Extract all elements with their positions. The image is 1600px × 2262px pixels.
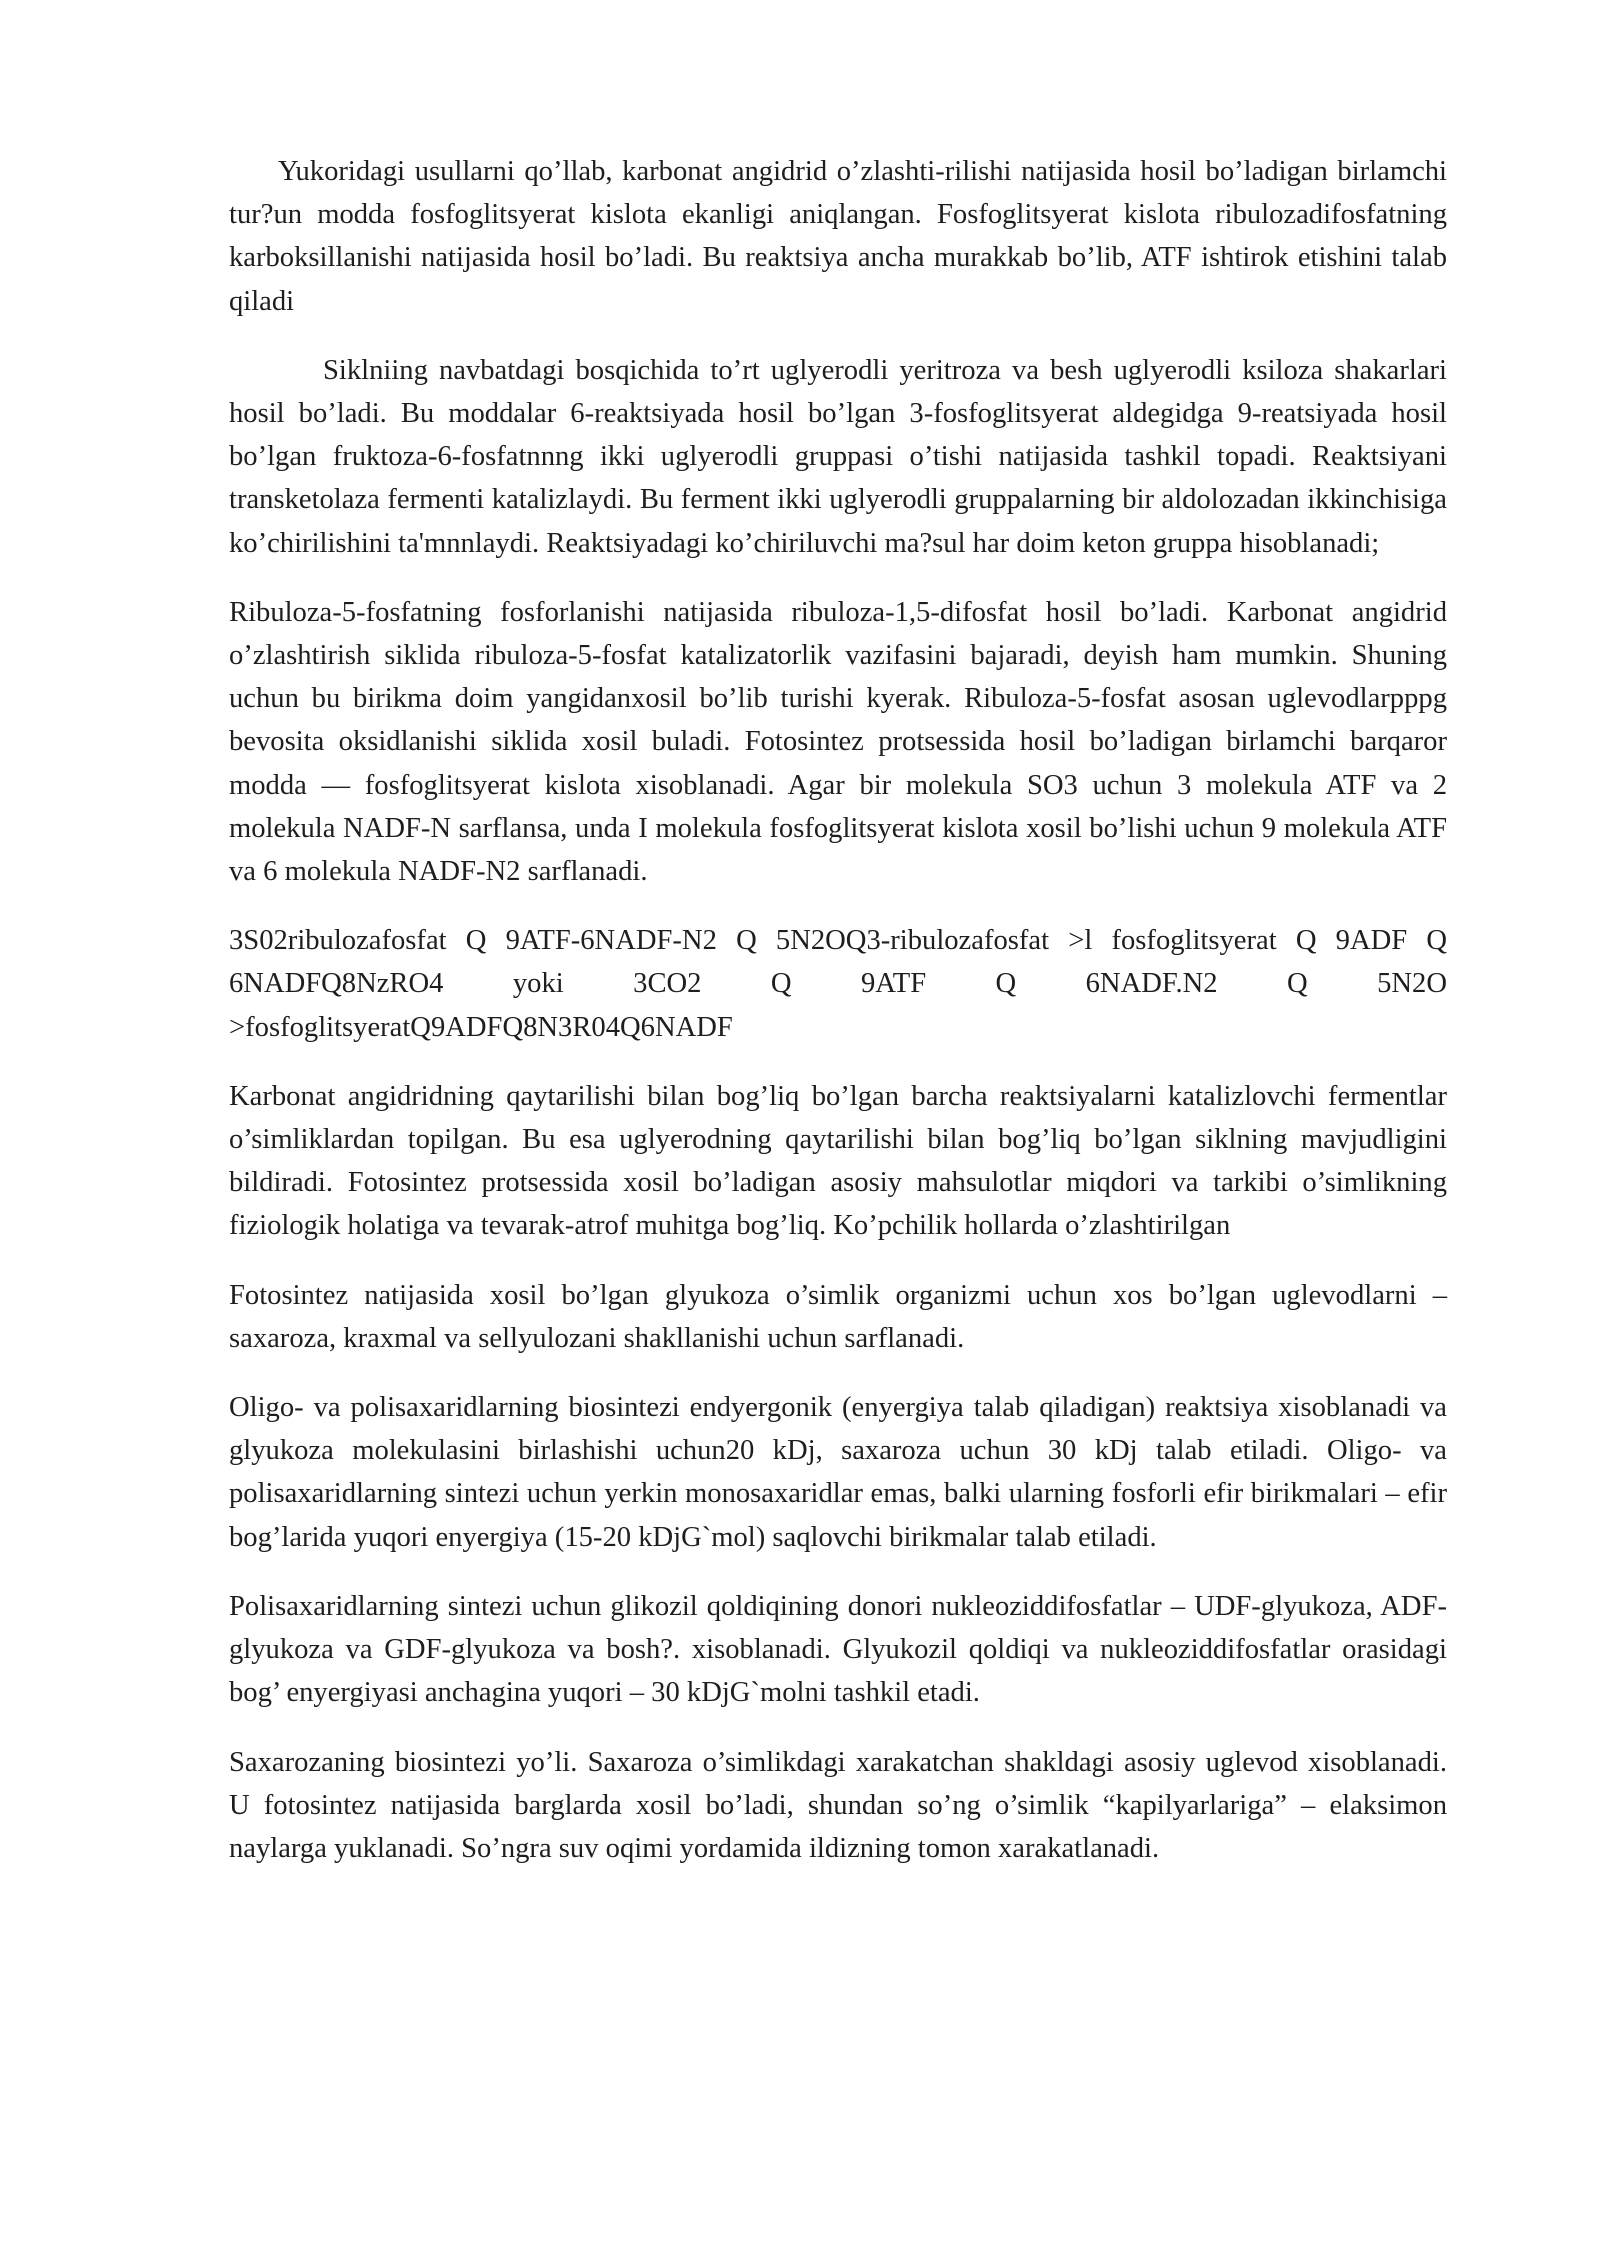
paragraph-glucose: Fotosintez natijasida xosil bo’lgan glyukoza o’simlik organizmi uchun xos bo’lgan uglevodlarni – saxaroza, kraxmal va sellyulozani shakllanishi uchun sarflanadi. [229, 1279, 1447, 1354]
paragraph-oligosaccharides: Oligo- va polisaxaridlarning biosintezi endyergonik (enyergiya talab qiladigan) reaktsiya xisoblanadi va glyukoza molekulasini birlashishi uchun20 kDj, saxaroza uchun 30 kDj talab etiladi. Oligo- va polisaxaridlarning sintezi uchun yerkin monosaxaridlar emas, balki ularning fosforli efir birikmalari – efir bog’larida yuqori enyergiya (15-20 kDjG`mol) saqlovchi birikmalar talab etiladi. [229, 1392, 1447, 1553]
paragraph-sucrose: Saxarozaning biosintezi yo’li. Saxaroza o’simlikdagi xarakatchan shakldagi asosiy uglevod xisoblanadi. U fotosintez natijasida barglarda xosil bo’ladi, shundan so’ng o’simlik “kapilyarlariga” – elaksimon naylarga yuklanadi. So’ngra suv oqimi yordamida ildizning tomon xarakatlanadi. [229, 1746, 1447, 1864]
paragraph-polysaccharides: Polisaxaridlarning sintezi uchun glikozil qoldiqining donori nukleoziddifosfatlar – UDF-glyukoza, ADF-glyukoza va GDF-glyukoza va bosh?. xisoblanadi. Glyukozil qoldiqi va nukleoziddifosfatlar orasidagi bog’ enyergiyasi anchagina yuqori – 30 kDjG`molni tashkil etadi. [229, 1590, 1447, 1709]
paragraph-cycle-stage: Siklniing navbatdagi bosqichida to’rt uglyerodli yeritroza va besh uglyerodli ksiloza shakarlari hosil bo’ladi. Bu moddalar 6-reaktsiyada hosil bo’lgan 3-fosfoglitsyerat aldegidga 9-reatsiyada hosil bo’lgan fruktoza-6-fosfatnnng ikki uglyerodli gruppasi o’tishi natijasida tashkil topadi. Reaktsiyani transketolaza fermenti katalizlaydi. Bu ferment ikki uglyerodli gruppalarning bir aldolozadan ikkinchisiga ko’chirilishini ta'mnnlaydi. Reaktsiyadagi ko’chiriluvchi ma?sul har doim keton gruppa hisoblanadi; [229, 354, 1447, 559]
paragraph-enzymes: Karbonat angidridning qaytarilishi bilan bog’liq bo’lgan barcha reaktsiyalarni katalizlovchi fermentlar o’simliklardan topilgan. Bu esa uglyerodning qaytarilishi bilan bog’liq bo’lgan siklning mavjudligini bildiradi. Fotosintez protsessida xosil bo’ladigan asosiy mahsulotlar miqdori va tarkibi o’simlikning fiziologik holatiga va tevarak-atrof muhitga bog’liq. Ko’pchilik hollarda o’zlashtirilgan [229, 1080, 1447, 1242]
document-page [229, 150, 1447, 1896]
paragraph-intro: Yukoridagi usullarni qo’llab, karbonat angidrid o’zlashti-rilishi natijasida hosil bo’ladigan birlamchi tur?un modda fosfoglitsyerat kislota ekanligi aniqlangan. Fosfoglitsyerat kislota ribulozadifosfatning karboksillanishi natijasida hosil bo’ladi. Bu reaktsiya ancha murakkab bo’lib, ATF ishtirok etishini talab qiladi [229, 156, 1447, 317]
paragraph-equation: 3S02ribulozafosfat Q 9ATF-6NADF-N2 Q 5N2OQ3-ribulozafosfat >l fosfoglitsyerat Q 9ADF Q 6NADFQ8NzRO4 yoki 3CO2 Q 9ATF Q 6NADF.N2 Q 5N2O >fosfoglitsyeratQ9ADFQ8N3R04Q6NADF [229, 925, 1447, 1043]
paragraph-ribulose-phosphorylation: Ribuloza-5-fosfatning fosforlanishi natijasida ribuloza-1,5-difosfat hosil bo’ladi. Karbonat angidrid o’zlashtirish siklida ribuloza-5-fosfat katalizatorlik vazifasini bajaradi, deyish ham mumkin. Shuning uchun bu birikma doim yangidanxosil bo’lib turishi kyerak. Ribuloza-5-fosfat asosan uglevodlarpppg bevosita oksidlanishi siklida xosil buladi. Fotosintez protsessida hosil bo’ladigan birlamchi barqaror modda — fosfoglitsyerat kislota xisoblanadi. Agar bir molekula SO3 uchun 3 molekula ATF va 2 molekula NADF-N sarflansa, unda I molekula fosfoglitsyerat kislota xosil bo’lishi uchun 9 molekula ATF va 6 molekula NADF-N2 sarflanadi. [229, 596, 1447, 888]
